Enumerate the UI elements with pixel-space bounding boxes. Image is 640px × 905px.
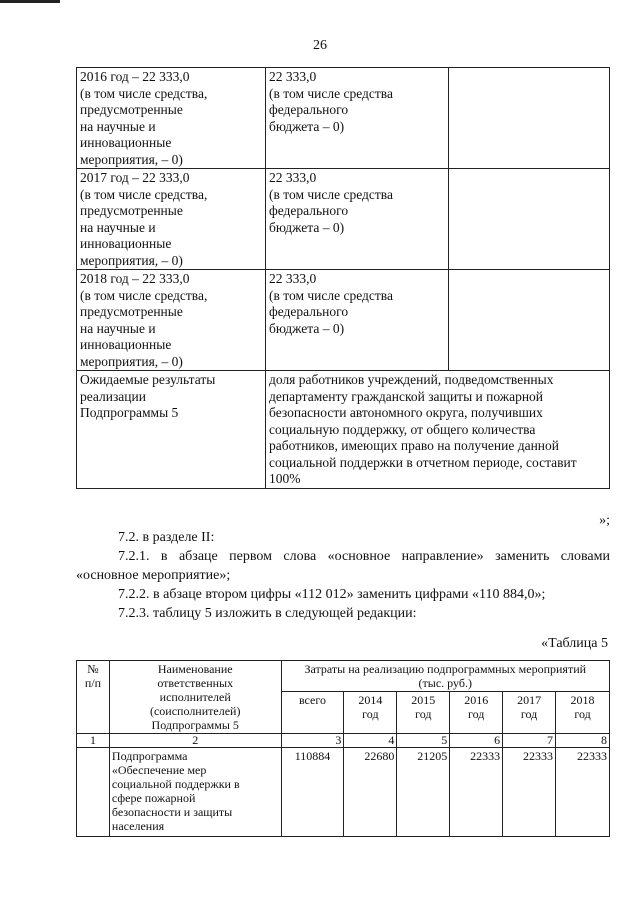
col-header-costs: Затраты на реализацию подпрограммных мероприятий (тыс. руб.) [281,661,609,692]
column-number: 1 [77,734,110,748]
table-row [77,169,610,270]
funding-federal-cell: 22 333,0 (в том числе средства федерального бюджета – 0) [266,270,449,371]
year-cost-cell: 22333 [503,748,556,837]
col-header-year: 2015 год [397,692,450,734]
scan-edge-mark [0,0,60,3]
results-text-cell: доля работников учреждений, подведомственных департаменту гражданской защиты и пожарной безопасности автономного округа, получивших социальную поддержку, от общего количества работников, имеющих право на получение данной социальной поддержки в отчетном периоде, составит 100% [266,371,610,489]
column-number: 3 [281,734,344,748]
funding-total-cell: 2017 год – 22 333,0 (в том числе средства, предусмотренные на научные и инновационные мероприятия, – 0) [77,169,266,270]
row-number-cell [77,748,110,837]
column-number-row [77,734,610,748]
paragraph-7-2-2: 7.2.2. в абзаце втором цифры «112 012» заменить цифрами «110 884,0»; [118,587,546,602]
table-header-row [77,661,610,692]
col-header-year: 2014 год [344,692,397,734]
col-header-year: 2018 год [556,692,610,734]
col-header-number: № п/п [77,661,110,734]
table-row [77,68,610,169]
funding-empty-cell [449,270,610,371]
subprogram-name-cell: Подпрограмма «Обеспечение мер социальной поддержки в сфере пожарной безопасности и защиты населения [109,748,281,837]
funding-federal-cell: 22 333,0 (в том числе средства федерального бюджета – 0) [266,68,449,169]
funding-total-cell: 2018 год – 22 333,0 (в том числе средства, предусмотренные на научные и инновационные мероприятия, – 0) [77,270,266,371]
table-5 [76,660,610,837]
col-header-year: 2017 год [503,692,556,734]
column-number: 8 [556,734,610,748]
column-number: 7 [503,734,556,748]
table-row [77,371,610,489]
column-number: 6 [450,734,503,748]
column-number: 4 [344,734,397,748]
table-row [77,748,610,837]
column-number: 2 [109,734,281,748]
col-header-year: 2016 год [450,692,503,734]
closing-quote: »; [599,513,610,528]
paragraph-7-2-1: 7.2.1. в абзаце первом слова «основное направление» заменить словами «основное мероприятие»; [76,549,610,583]
table-row [77,270,610,371]
funding-federal-cell: 22 333,0 (в том числе средства федерального бюджета – 0) [266,169,449,270]
results-label-cell: Ожидаемые результаты реализации Подпрограммы 5 [77,371,266,489]
funding-empty-cell [449,169,610,270]
table-5-caption: «Таблица 5 [541,636,608,651]
year-cost-cell: 22680 [344,748,397,837]
col-header-name: Наименование ответственных исполнителей (соисполнителей) Подпрограммы 5 [109,661,281,734]
page-number: 26 [313,38,327,53]
funding-empty-cell [449,68,610,169]
col-header-total: всего [281,692,344,734]
year-cost-cell: 22333 [450,748,503,837]
year-cost-cell: 22333 [556,748,610,837]
paragraph-7-2: 7.2. в разделе II: [118,530,215,545]
funding-total-cell: 2016 год – 22 333,0 (в том числе средства, предусмотренные на научные и инновационные мероприятия, – 0) [77,68,266,169]
paragraph-7-2-3: 7.2.3. таблицу 5 изложить в следующей редакции: [118,606,417,621]
total-cost-cell: 110884 [281,748,344,837]
funding-table [76,67,610,489]
year-cost-cell: 21205 [397,748,450,837]
column-number: 5 [397,734,450,748]
